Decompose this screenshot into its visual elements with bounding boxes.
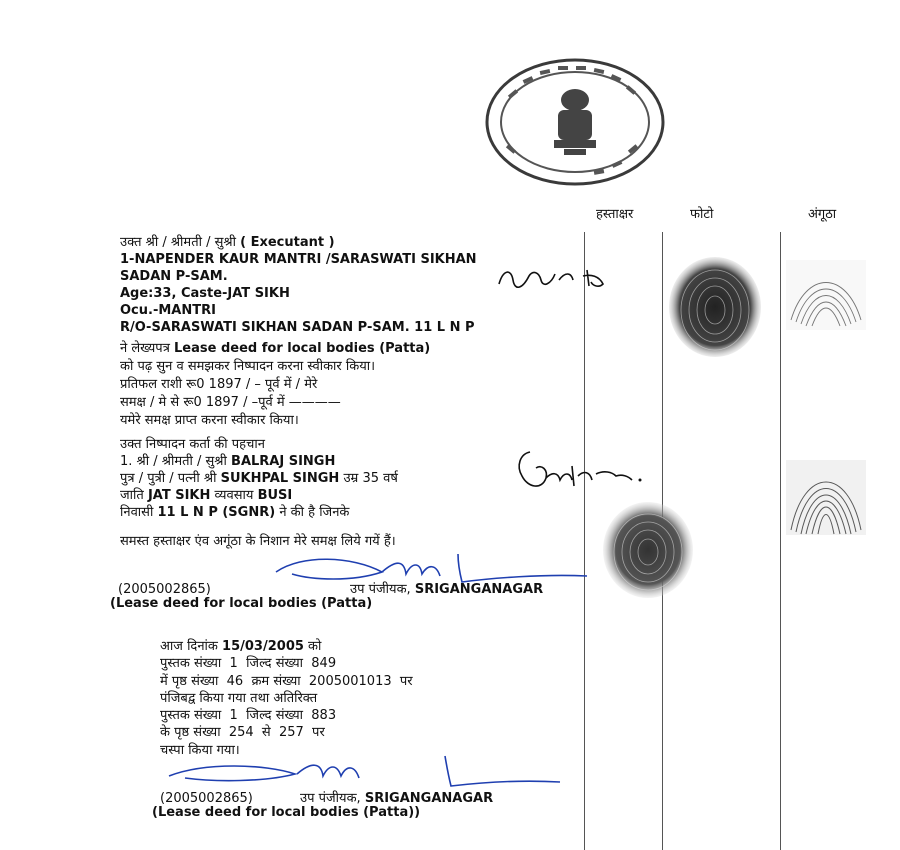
registration-date-prefix: आज दिनांक [160,639,218,654]
registrar2-office: SRIGANGANAGAR [364,791,494,806]
deed-block [120,340,430,430]
deed-line3: प्रतिफल राशी रू0 1897 / – पूर्व में / मेरे [120,377,318,392]
registrar-signature-2 [165,752,565,794]
executant-photo-fingerprint [665,255,765,360]
identifier-age: उम्र 35 वर्ष [343,471,398,486]
column-divider [780,232,781,850]
identifier-line1-prefix: 1. श्री / श्रीमती / सुश्री [120,454,227,469]
identifier-father-name: SUKHPAL SINGH [220,471,340,486]
identifier-thumb-impression [786,460,866,535]
deed-line5: यमेरे समक्ष प्राप्त करना स्वीकार किया। [120,413,299,428]
deed-line4: समक्ष / मे से रू0 1897 / –पूर्व में ———— [120,395,341,410]
identifier-line2-prefix: पुत्र / पुत्री / पत्नी श्री [120,471,217,486]
executant-handwritten-signature [495,262,615,294]
registrar2-doc-type: (Lease deed for local bodies (Patta)) [152,805,421,820]
identifier-residence-label: निवासी [120,505,154,520]
registrar2-title-prefix: उप पंजीयक, [300,791,361,806]
registrar1-title-prefix: उप पंजीयक, [350,582,411,597]
identifier-caste-label: जाति [120,488,144,503]
executant-name-line1: 1-NAPENDER KAUR MANTRI /SARASWATI SIKHAN [120,252,477,267]
identifier-block [120,436,398,521]
government-seal-stamp [478,52,673,192]
identifier-occupation-label: व्यवसाय [214,488,254,503]
deed-prefix: ने लेख्यपत्र [120,341,170,356]
identifier-residence: 11 L N P (SGNR) [157,505,276,520]
header-photo: फोटो [690,207,714,222]
identifier-caste: JAT SIKH [147,488,211,503]
column-divider [584,232,585,850]
registration-line7: चस्पा किया गया। [160,742,240,758]
executant-thumb-impression [786,260,866,330]
identifier-heading: उक्त निष्पादन कर्ता की पहचान [120,437,265,452]
registration-line4: पंजिबद्व किया गया तथा अतिरिक्त [160,690,318,706]
registration-date: 15/03/2005 [222,639,304,654]
deed-line2: को पढ़ सुन व समझकर निष्पादन करना स्वीकार किया। [120,359,376,374]
identifier-name: BALRAJ SINGH [231,454,336,469]
identifier-handwritten-signature [512,446,652,502]
executant-prefix: उक्त श्री / श्रीमती / सुश्री [120,235,236,250]
registrar1-office: SRIGANGANAGAR [414,582,544,597]
header-thumb: अंगूठा [808,207,837,222]
executant-age-caste: Age:33, Caste-JAT SIKH [120,286,290,301]
executant-block [120,234,477,336]
registration-line3: में पृष्ठ संख्या 46 क्रम संख्या 2005001013 पर [160,673,413,689]
executant-occupation: Ocu.-MANTRI [120,303,216,318]
registration-line2: पुस्तक संख्या 1 जिल्द संख्या 849 [160,656,337,672]
identifier-photo-fingerprint [598,500,698,600]
executant-residence: R/O-SARASWATI SIKHAN SADAN P-SAM. 11 L N P [120,320,475,335]
registration-line5: पुस्तक संख्या 1 जिल्द संख्या 883 [160,708,337,724]
executant-role: ( Executant ) [240,235,335,250]
registrar1-title [350,581,543,598]
executant-name-line2: SADAN P-SAM. [120,269,228,284]
registrar1-doc-type: (Lease deed for local bodies (Patta) [110,596,373,611]
deed-type: Lease deed for local bodies (Patta) [174,341,431,356]
attestation-text: समस्त हस्ताक्षर एंव अगूंठा के निशान मेरे समक्ष लिये गयें हैं। [120,534,396,549]
registration-date-suffix: को [308,639,322,654]
registration-line6: के पृष्ठ संख्या 254 से 257 पर [160,725,325,741]
registration-block [160,638,413,759]
identifier-line4-suffix: ने की है जिनके [279,505,350,520]
registrar1-number: (2005002865) [118,582,211,597]
registrar2-number: (2005002865) [160,791,253,806]
header-signature: हस्ताक्षर [596,207,634,222]
identifier-occupation: BUSI [257,488,293,503]
